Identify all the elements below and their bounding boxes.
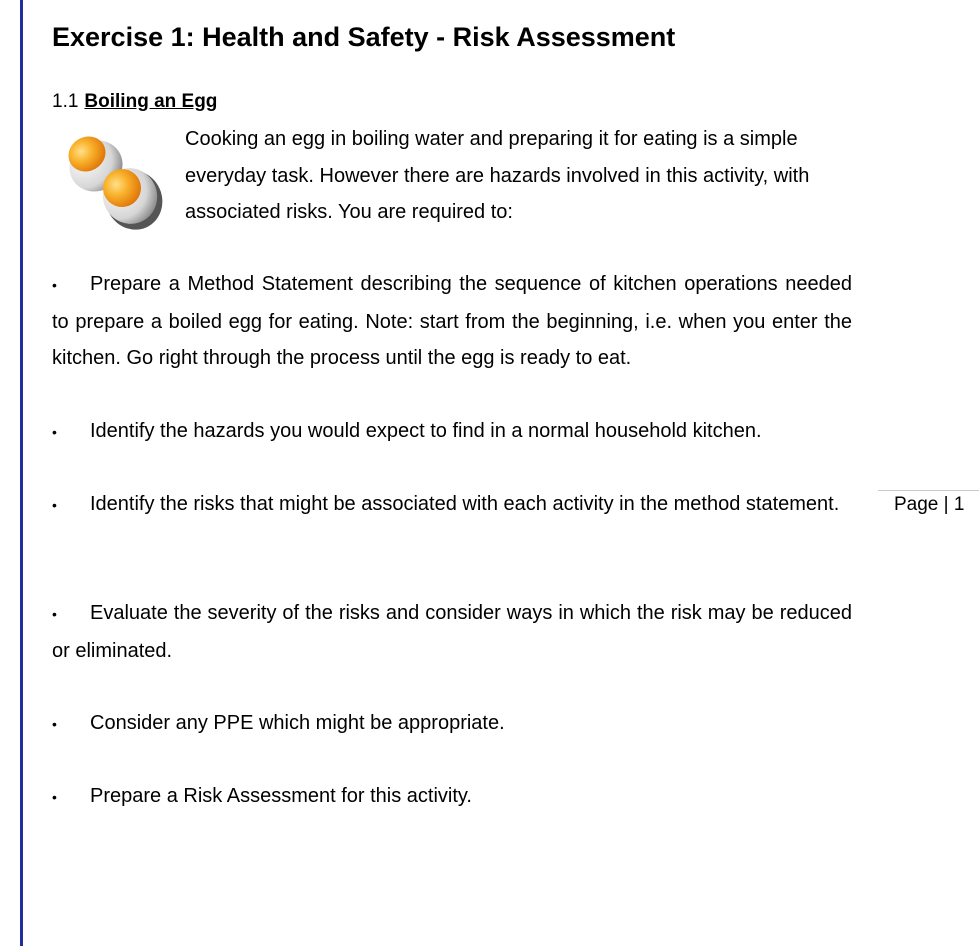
task-text: Prepare a Method Statement describing the sequence of kitchen operations needed to prepare a boiled egg for eating. Note: start from the beginning, i.e. when you enter the kitchen. Go right through the process until the egg is ready to eat. [52,273,852,370]
section-title: Boiling an Egg [84,91,218,112]
task-item [52,778,852,816]
bullet: • [52,497,57,513]
bullet: • [52,789,57,805]
page-number-rule [878,490,979,491]
task-text: Prepare a Risk Assessment for this activity. [90,785,472,807]
page-number: Page | 1 [894,494,965,515]
task-item [52,266,852,377]
page-title: Exercise 1: Health and Safety - Risk Assessment [52,22,676,52]
bullet: • [52,606,57,622]
task-item [52,705,852,743]
task-text: Identify the hazards you would expect to find in a normal household kitchen. [90,420,762,442]
task-item [52,595,852,669]
task-item [52,486,852,524]
bullet: • [52,277,57,293]
section-number: 1.1 [52,91,79,112]
bullet: • [52,424,57,440]
boiled-egg-icon [58,128,168,236]
bullet: • [52,716,57,732]
task-text: Consider any PPE which might be appropriate. [90,712,505,734]
task-text: Evaluate the severity of the risks and consider ways in which the risk may be reduced or eliminated. [52,602,852,662]
section-heading [52,90,217,114]
task-text: Identify the risks that might be associated with each activity in the method statement. [90,493,840,515]
intro-paragraph: Cooking an egg in boiling water and preparing it for eating is a simple everyday task. However there are hazards involved in this activity, with associated risks. You are required to: [185,128,810,224]
task-item [52,413,852,451]
margin-rule [20,0,23,946]
